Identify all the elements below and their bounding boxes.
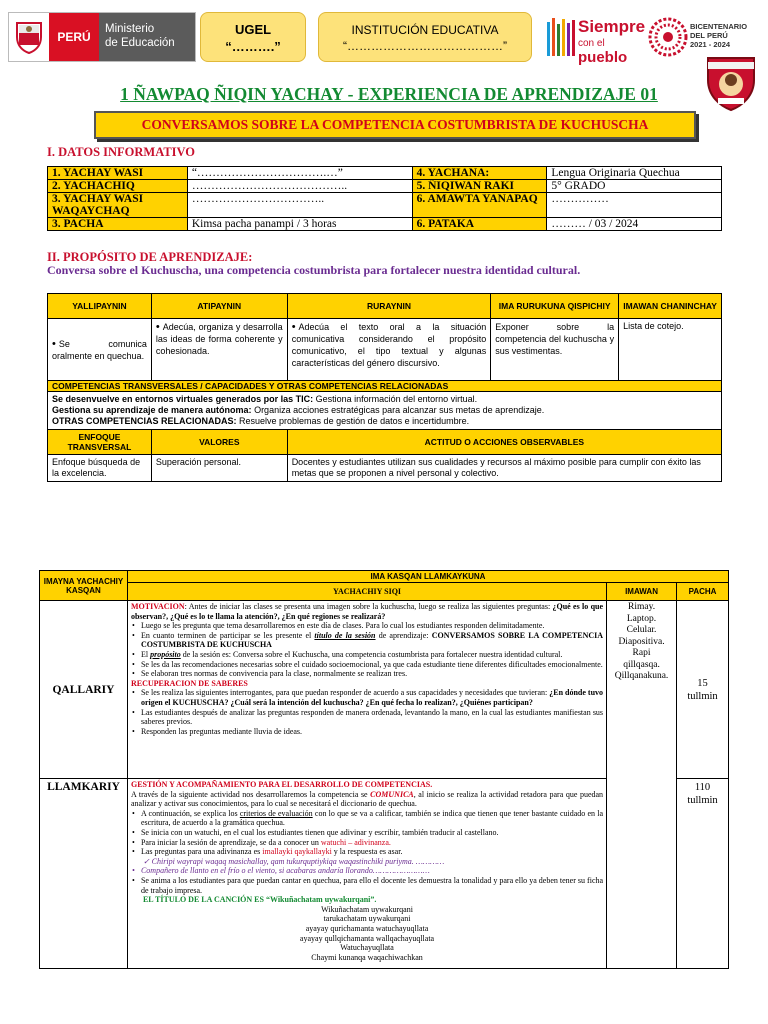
list-item <box>131 838 603 848</box>
list-item: • Compañero de llanto en el frío o el viento, si acabaras andaría llorando…………………… <box>131 866 603 876</box>
institution-label: INSTITUCIÓN EDUCATIVA <box>351 23 499 37</box>
list-item <box>131 809 603 828</box>
colored-bars-icon <box>546 16 576 58</box>
list-item <box>131 650 603 660</box>
material-item: Celular. <box>626 625 657 635</box>
bicentenario-text <box>690 22 747 49</box>
transversal-line <box>52 405 717 416</box>
bicentenario-line-2: DEL PERÚ <box>690 31 728 40</box>
transversal-text: Organiza acciones estratégicas para alcanzar sus metas de aprendizaje. <box>251 405 545 415</box>
col-header: RURAYNIN <box>287 294 491 319</box>
list-item-text: Para iniciar la sesión de aprendizaje, se da a conocer un <box>140 837 321 847</box>
session-title-inline: CONVERSAMOS SOBRE LA COMPETENCIA COSTUMBRISTA DE KUCHUSCHA <box>140 630 604 650</box>
datos-label: 1. YACHAY WASI <box>48 167 188 180</box>
datos-label: 4. YACHANA: <box>412 167 547 180</box>
time-value: 110 <box>694 782 711 793</box>
list-item-text: y la respuesta es asar. <box>331 847 403 857</box>
motivacion-questions: ¿Qué es lo que observan?, ¿Qué es lo te llama la atención?, ¿En qué regiones se realizará? <box>130 602 604 621</box>
competencias-table <box>47 293 722 482</box>
recuperacion-questions: ¿En dónde tuvo origen el KUCHUSCHA? ¿Cuál será la intención del kuchuscha? ¿En qué fecha lo realizan?, ¿Quiénes participan? <box>140 688 604 707</box>
list-item: • Se anima a los estudiantes para que puedan cantar en quechua, para ello el docente les demuestra la tonalidad y para ello ya deben tener su ficha de trabajo impresa. <box>131 876 603 895</box>
ministry-line-2: de Educación <box>105 37 175 49</box>
datos-value: ……… / 03 / 2024 <box>547 218 722 231</box>
con-el-text: con el <box>578 38 605 49</box>
capacidad-cell <box>151 319 287 381</box>
time-unit: tullmin <box>687 690 718 702</box>
table-header-row <box>40 583 729 601</box>
datos-value: 5° GRADO <box>547 180 722 193</box>
list-item <box>131 847 603 857</box>
institution-value: “…………………………………” <box>343 39 507 53</box>
col-header: YACHACHIY SIQI <box>127 583 606 601</box>
list-item: • Responden las preguntas mediante lluvia de ideas. <box>131 727 603 737</box>
material-item: Rapi <box>632 648 651 658</box>
materials-cell <box>607 601 677 969</box>
session-title-banner: CONVERSAMOS SOBRE LA COMPETENCIA COSTUMBRISTA DE KUCHUSCHA <box>94 111 696 139</box>
siempre-text: Siempre <box>578 17 646 36</box>
list-item: • Se les da las recomendaciones necesarias sobre el cuidado socioemocional, ya que cada estudiante tiene diferentes dificultades emocionalmente. <box>131 660 603 670</box>
recuperacion-label: RECUPERACION DE SABERES <box>130 678 248 688</box>
table-row <box>48 193 722 218</box>
transversal-label: Gestiona su aprendizaje de manera autónoma: <box>52 405 252 415</box>
song-title: EL TÍTULO DE LA CANCIÓN ES “Wikuñachatam uywakurqani”. <box>142 895 377 905</box>
llamkariy-content <box>127 779 606 969</box>
desempeno-cell <box>287 319 491 381</box>
table-row <box>48 167 722 180</box>
material-item: Rimay. <box>627 602 656 612</box>
table-row <box>48 180 722 193</box>
valor-cell: Superación personal. <box>151 455 287 482</box>
song-line: Watuchayuqllata <box>340 943 394 953</box>
col-header: IMAWAN CHANINCHAY <box>619 294 722 319</box>
list-item: • Las estudiantes después de analizar las preguntas responden de manera ordenada, levantando la mano, en la cual las estudiantes manifiestan sus saberes previos. <box>131 708 603 727</box>
datos-label: 6. PATAKA <box>412 218 547 231</box>
gestion-list <box>131 809 603 857</box>
section-proposito: II. PROPÓSITO DE APRENDIZAJE: <box>47 250 253 264</box>
table-header-row <box>48 294 722 319</box>
col-header: IMA RURUKUNA QISPICHIY <box>491 294 619 319</box>
gestion-text: , al inicio se realiza la actividad retadora para que puedan analizar y activar sus conocimientos, para lo cual se necesitará el diccionario de quechua. <box>130 789 604 809</box>
table-row <box>40 601 729 779</box>
list-item-emphasis: watuchi – adivinanza. <box>320 837 391 847</box>
song-line: Wikuñachatam uywakurqani <box>321 904 413 914</box>
datos-label: 5. ÑIQIWAN RAKI <box>412 180 547 193</box>
motivacion-paragraph <box>131 602 603 621</box>
transversal-line <box>52 394 717 405</box>
purpose-text: Conversa sobre el Kuchuscha, una competencia costumbrista para fortalecer nuestra identidad cultural. <box>47 263 581 277</box>
page-header <box>0 0 768 72</box>
pueblo-text: pueblo <box>578 49 628 66</box>
phase-llamkariy: LLAMKARIY <box>40 779 128 969</box>
material-item: Qillqanakuna. <box>614 671 669 681</box>
motivacion-list <box>131 621 603 679</box>
song-line: ayayay qullqichamanta wallqachayuqllata <box>299 933 435 943</box>
datos-label: 3. YACHAY WASI WAQAYCHAQ <box>48 193 188 218</box>
song-line: tarukachatam uywakurqani <box>323 914 411 924</box>
table-row <box>48 455 722 482</box>
qallariy-content <box>127 601 606 779</box>
list-item <box>131 688 603 707</box>
time-qallariy <box>677 601 729 779</box>
producto-cell: Exponer sobre la competencia del kuchuscha y sus vestimentas. <box>491 319 619 381</box>
list-item-text: de la sesión es: Conversa sobre el Kuchuscha, una competencia costumbrista para fortalecer nuestra identidad cultural. <box>180 649 563 659</box>
table-row <box>48 218 722 231</box>
phase-qallariy: QALLARIY <box>40 601 128 779</box>
datos-value: “…………………………….…” <box>187 167 412 180</box>
material-item: Laptop. <box>626 613 657 624</box>
song-line: Chaymi kunanqa waqachiwachkan <box>311 952 423 962</box>
gestion-text: A través de la siguiente actividad nos desarrollaremos la competencia se <box>130 789 371 799</box>
motivacion-label: MOTIVACION <box>130 602 185 611</box>
transversal-label: OTRAS COMPETENCIAS RELACIONADAS: <box>52 416 237 426</box>
list-item: • Se elaboran tres normas de convivencia para la clase, normalmente se realizan tres. <box>131 669 603 679</box>
list-item: • Se inicia con un watuchi, en el cual los estudiantes tienen que adivinar y escribir, también traducir al castellano. <box>131 828 603 838</box>
list-item-emphasis: propósito <box>150 649 181 659</box>
table-row <box>48 392 722 430</box>
list-item-text: con lo que se va a calificar, también se indica que tienen que tener bastante cuidado en la escritura, de acuerdo a la gramática quechua. <box>140 808 604 828</box>
datos-value: Lengua Originaria Quechua <box>547 167 722 180</box>
list-item-text: de aprendizaje: <box>375 630 432 640</box>
bicentenario-line-1: BICENTENARIO <box>690 22 748 31</box>
ugel-label: UGEL <box>234 22 272 37</box>
siempre-con-el-pueblo-logo <box>546 14 646 66</box>
transversal-line <box>52 416 717 427</box>
section-datos-informativo: I. DATOS INFORMATIVO <box>47 145 196 159</box>
peru-crest-icon <box>9 13 49 61</box>
time-llamkariy <box>677 779 729 969</box>
transversal-label: Se desenvuelve en entornos virtuales generados por las TIC: <box>52 394 314 404</box>
col-header: ACTITUD O ACCIONES OBSERVABLES <box>287 430 721 455</box>
bicentenario-rosette-icon <box>648 17 688 57</box>
datos-value: …………………………….. <box>187 193 412 218</box>
transversal-content <box>48 392 722 430</box>
list-item: • Luego se les pregunta que tema desarrollaremos en este día de clases. Para lo cual los estudiantes responden delimitadamente. <box>131 621 603 631</box>
minedu-logo <box>8 12 196 62</box>
ministry-line-1: Ministerio <box>105 23 155 35</box>
datos-value: Kimsa pacha panampi / 3 horas <box>187 218 412 231</box>
datos-label: 3. PACHA <box>48 218 188 231</box>
col-header: YALLIPAYNIN <box>48 294 152 319</box>
col-header: IMAWAN <box>607 583 677 601</box>
list-item-emphasis: imallayki qaykallayki <box>262 847 332 857</box>
list-item-text: El <box>140 649 151 659</box>
transversal-text: Gestiona información del entorno virtual. <box>313 394 478 404</box>
page-title: 1 ÑAWPAQ ÑIQIN YACHAY - EXPERIENCIA DE APRENDIZAJE 01 <box>120 84 658 104</box>
enfoque-cell: Enfoque búsqueda de la excelencia. <box>48 455 152 482</box>
list-item-text: Las preguntas para una adivinanza es <box>140 847 263 857</box>
song-line: ayayay qurichamanta watuchayuqllata <box>305 923 429 933</box>
gestion-emphasis: COMUNICA <box>370 789 414 799</box>
instrumento-cell: Lista de cotejo. <box>619 319 722 381</box>
table-header-row <box>48 430 722 455</box>
peru-label: PERÚ <box>49 13 99 61</box>
table-row <box>48 319 722 381</box>
ugel-value: “……….” <box>225 39 281 54</box>
gestion-list-2 <box>131 866 603 895</box>
material-item: qillqasqa. <box>623 659 660 670</box>
bullet-icon <box>292 322 299 332</box>
time-value: 15 <box>697 677 708 689</box>
song-lyrics <box>131 905 603 963</box>
competencia-text: Se comunica oralmente en quechua. <box>52 338 147 361</box>
secuencia-table <box>39 570 729 969</box>
list-item-text: A continuación, se explica los <box>140 808 240 818</box>
material-item: Diapositiva. <box>618 636 665 647</box>
actitud-cell: Docentes y estudiantes utilizan sus cualidades y recursos al máximo posible para cumplir con éxito las metas que se proponen a nivel personal y colectivo. <box>287 455 721 482</box>
desempeno-text: Adecúa el texto oral a la situación comunicativa considerando el propósito comunicativo, el tipo textual y algunas características del género discursivo. <box>291 322 487 368</box>
bicentenario-line-3: 2021 - 2024 <box>690 40 731 49</box>
table-header-row <box>40 571 729 583</box>
col-header: PACHA <box>677 583 729 601</box>
list-item <box>131 631 603 650</box>
ugel-box <box>200 12 306 62</box>
col-header: ENFOQUE TRANSVERSAL <box>48 430 152 455</box>
transversal-title: COMPETENCIAS TRANSVERSALES / CAPACIDADES Y OTRAS COMPETENCIAS RELACIONADAS <box>48 381 722 392</box>
bullet-icon <box>52 339 59 349</box>
institution-box <box>318 12 532 62</box>
col-header: IMAYNA YACHACHIY KASQAN <box>40 571 128 601</box>
datos-label: 6. AMAWTA YANAPAQ <box>412 193 547 218</box>
table-row <box>48 381 722 392</box>
list-item-emphasis: criterios de evaluación <box>239 808 313 818</box>
list-item-emphasis: título de la sesión <box>314 630 376 640</box>
adivinanza-quechua: ✓ Chiripi wayrapi waqaq masichallay, qam tukurquptiykiqa waqastinchiki puriyma. ………… <box>142 856 445 866</box>
datos-value: ………………………………….. <box>187 180 412 193</box>
col-header: ATIPAYNIN <box>151 294 287 319</box>
ministry-label <box>99 13 195 61</box>
list-item-text: Se les realiza las siguientes interrogantes, para que puedan responder de acuerdo a sus capacidades y necesidades que tuvieran: <box>140 688 550 698</box>
transversal-text: Resuelve problemas de gestión de datos e incertidumbre. <box>236 416 470 426</box>
col-header: VALORES <box>151 430 287 455</box>
recuperacion-list <box>131 688 603 736</box>
con-el-pueblo-text <box>578 38 642 66</box>
time-unit: tullmin <box>687 795 718 806</box>
datos-value: …………… <box>547 193 722 218</box>
motivacion-text: : Antes de iniciar las clases se presenta una imagen sobre la kuchuscha, luego se realiza las siguientes preguntas: <box>184 602 553 611</box>
datos-informativo-table <box>47 166 722 231</box>
gestion-label: GESTIÓN Y ACOMPAÑAMIENTO PARA EL DESARROLLO DE COMPETENCIAS. <box>130 780 433 789</box>
col-header: IMA KASQAN LLAMKAYKUNA <box>127 571 728 583</box>
list-item-text: En cuanto terminen de participar se les presente el <box>140 630 315 640</box>
capacidad-text: Adecúa, organiza y desarrolla las ideas de forma coherente y cohesionada. <box>155 322 283 356</box>
datos-label: 2. YACHACHIQ <box>48 180 188 193</box>
bullet-icon <box>156 322 163 332</box>
gestion-paragraph <box>131 790 603 809</box>
competencia-cell <box>48 319 152 381</box>
